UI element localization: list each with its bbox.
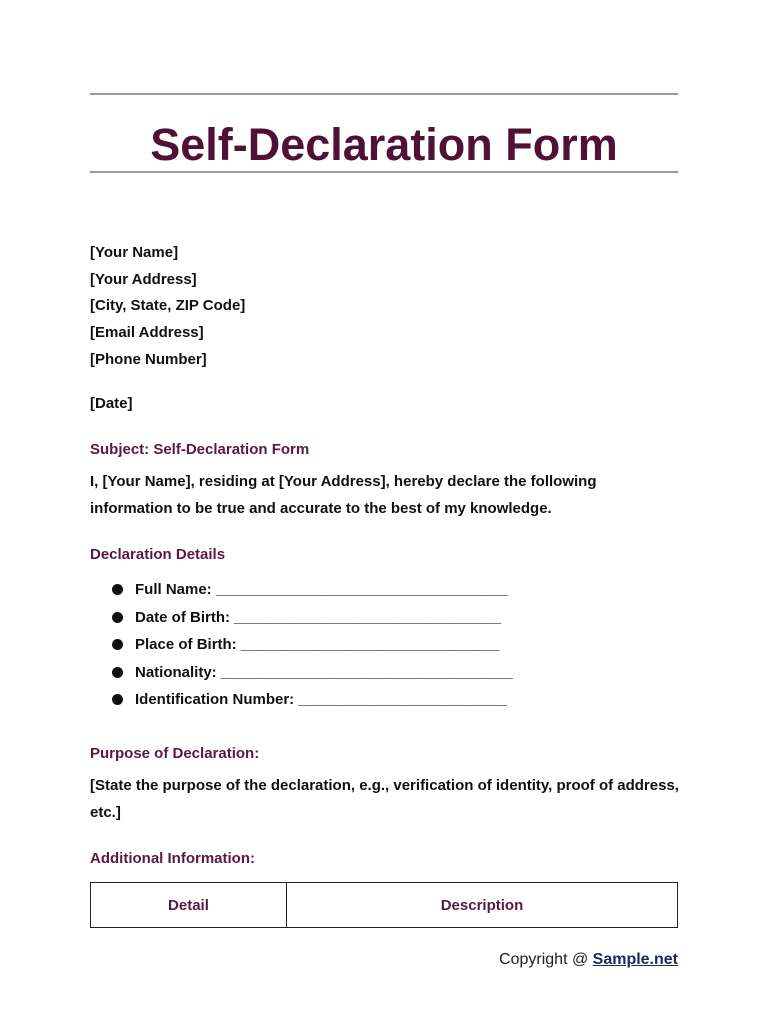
declaration-details-heading: Declaration Details [90, 546, 226, 563]
copyright-notice [499, 949, 678, 971]
bullet-icon [112, 584, 123, 595]
declaration-item-date-of-birth: Date of Birth: ________________________________ [112, 604, 513, 632]
title-divider [90, 171, 678, 173]
declaration-item-identification-number: Identification Number: _________________________ [112, 686, 513, 714]
additional-info-table [90, 882, 678, 928]
sender-block [90, 240, 245, 374]
table-header-detail: Detail [91, 883, 287, 928]
page-title: Self-Declaration Form [150, 119, 618, 170]
bullet-icon [112, 667, 123, 678]
purpose-heading: Purpose of Declaration: [90, 745, 260, 762]
table-header-description: Description [286, 883, 677, 928]
bullet-icon [112, 694, 123, 705]
sender-address: [Your Address] [90, 270, 197, 288]
declaration-item-full-name: Full Name: ___________________________________ [112, 576, 513, 604]
declaration-item-place-of-birth: Place of Birth: _______________________________ [112, 631, 513, 659]
table-header-row [91, 883, 678, 928]
declaration-list [112, 576, 513, 714]
additional-information-heading: Additional Information: [90, 850, 255, 867]
letter-date: [Date] [90, 395, 133, 412]
top-divider [90, 93, 678, 95]
bullet-icon [112, 612, 123, 623]
copyright-text: Copyright @ [499, 951, 593, 968]
sender-phone: [Phone Number] [90, 350, 207, 368]
subject-line: Subject: Self-Declaration Form [90, 441, 310, 458]
bullet-icon [112, 639, 123, 650]
sender-email: [Email Address] [90, 324, 204, 342]
sender-city-state-zip: [City, State, ZIP Code] [90, 297, 246, 315]
sender-name: [Your Name] [90, 244, 179, 261]
declaration-item-nationality: Nationality: ___________________________________ [112, 659, 513, 687]
sample-net-link[interactable]: Sample.net [592, 951, 678, 968]
intro-paragraph: I, [Your Name], residing at [Your Address], hereby declare the following information to be true and accurate to the best of my knowledge. [90, 473, 597, 517]
purpose-paragraph: [State the purpose of the declaration, e.g., verification of identity, proof of address, etc.] [90, 777, 679, 821]
